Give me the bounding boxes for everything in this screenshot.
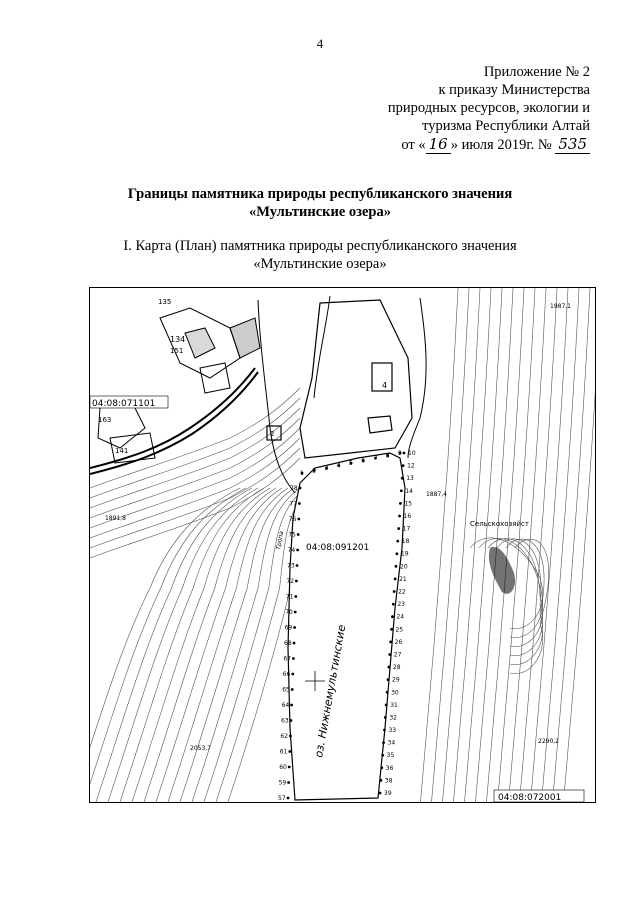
- boundary-point: [401, 477, 404, 480]
- contour-line: [90, 488, 246, 802]
- contour-line: [431, 288, 469, 802]
- map-canvas: [90, 288, 595, 802]
- spot-height-5: 1887,4: [426, 491, 447, 498]
- boundary-point: [393, 590, 396, 593]
- boundary-point: [297, 533, 300, 536]
- boundary-point: [395, 552, 398, 555]
- boundary-point-label: 24: [396, 613, 405, 621]
- parcel-label-top-left: 04:08:071101: [92, 399, 156, 409]
- boundary-point: [387, 666, 390, 669]
- boundary-point-label: 4: [336, 462, 341, 470]
- boundary-point-label: 9: [398, 450, 402, 457]
- contour-line: [530, 288, 568, 802]
- boundary-point: [287, 781, 290, 784]
- boundary-point: [291, 688, 294, 691]
- appendix-date-line: [360, 135, 590, 154]
- boundary-point-label: 70: [285, 609, 293, 616]
- boundary-point-label: 26: [394, 638, 403, 646]
- boundary-point: [379, 779, 382, 782]
- boundary-point-label: 32: [389, 714, 397, 722]
- boundary-point: [387, 678, 390, 681]
- contour-line: [475, 288, 513, 802]
- parcel-number-141: 141: [115, 447, 129, 455]
- title-line-2: «Мультинские озера»: [249, 204, 391, 220]
- document-title: [0, 185, 640, 221]
- boundary-point: [390, 628, 393, 631]
- boundary-point: [392, 603, 395, 606]
- boundary-point: [383, 729, 386, 732]
- boundary-point-label: 57: [278, 795, 286, 802]
- contour-line: [453, 288, 491, 802]
- boundary-point: [289, 735, 292, 738]
- boundary-point-label: 69: [284, 624, 293, 632]
- parcel-number-135: 135: [158, 298, 172, 306]
- boundary-point: [295, 580, 298, 583]
- contour-line: [464, 288, 502, 802]
- parcel-number-151: 151: [170, 347, 184, 355]
- boundary-point-label: 5: [349, 460, 353, 467]
- boundary-point-label: 1: [300, 470, 304, 477]
- boundary-point-label: 75: [288, 531, 296, 539]
- boundary-point-label: 18: [401, 538, 410, 546]
- spot-height-4: 2290,2: [538, 738, 559, 745]
- boundary-point-label: 67: [283, 655, 292, 663]
- boundary-point: [399, 502, 402, 505]
- boundary-point-label: 78: [290, 485, 298, 492]
- boundary-point-label: 73: [287, 562, 295, 570]
- boundary-point-label: 27: [393, 651, 402, 659]
- boundary-point-label: 62: [280, 733, 289, 740]
- boundary-point: [402, 464, 405, 467]
- parcel-number-134: 134: [170, 335, 186, 344]
- contour-line: [90, 488, 240, 802]
- road-line: [90, 368, 258, 474]
- boundary-point: [382, 741, 385, 744]
- spot-height-3: 2053,7: [190, 745, 211, 752]
- boundary-point: [291, 673, 294, 676]
- boundary-point: [379, 792, 382, 795]
- appendix-line-3: природных ресурсов, экологии и: [387, 100, 590, 116]
- boundary-point-label: 64: [281, 702, 290, 709]
- contour-line: [442, 288, 480, 802]
- boundary-point-label: 31: [390, 701, 398, 709]
- boundary-point-label: 61: [279, 748, 288, 756]
- contour-line: [541, 288, 579, 802]
- boundary-point: [294, 595, 297, 598]
- boundary-point-label: 29: [392, 676, 400, 684]
- subtitle-line-2: «Мультинские озера»: [253, 256, 387, 272]
- boundary-point-label: 6: [361, 457, 366, 465]
- boundary-point: [397, 527, 400, 530]
- boundary-point-label: 68: [284, 640, 292, 647]
- boundary-point: [287, 797, 290, 800]
- contour-line: [130, 488, 270, 802]
- boundary-point-label: 36: [385, 764, 394, 772]
- date-middle: » июля 2019г. №: [450, 137, 552, 153]
- boundary-point-label: 2: [312, 467, 317, 475]
- contour-line: [90, 458, 300, 558]
- contour-line: [106, 488, 258, 802]
- title-line-1: Границы памятника природы республиканского значения: [127, 186, 513, 202]
- rock-outcrop: [489, 547, 515, 594]
- boundary-point: [288, 750, 291, 753]
- boundary-point-label: 65: [282, 686, 290, 694]
- boundary-point: [403, 452, 406, 455]
- boundary-point-label: 25: [395, 626, 404, 634]
- contour-line: [552, 288, 590, 802]
- boundary-point-label: 19: [400, 550, 409, 558]
- boundary-point: [292, 657, 295, 660]
- contour-line: [486, 288, 524, 802]
- lake-name-label: оз. Нижнемультинские: [312, 623, 349, 759]
- boundary-point: [296, 549, 299, 552]
- boundary-point-label: 74: [287, 547, 296, 554]
- boundary-point-label: 33: [388, 727, 397, 735]
- order-number: 535: [555, 135, 590, 154]
- appendix-line-1: Приложение № 2: [483, 64, 590, 80]
- boundary-point-label: 10: [408, 450, 416, 457]
- page-number: 4: [316, 36, 324, 51]
- boundary-point: [381, 754, 384, 757]
- contour-line: [142, 488, 276, 802]
- settlement-blocks: [98, 308, 260, 463]
- document-subtitle: [0, 237, 640, 273]
- boundary-point: [385, 703, 388, 706]
- subtitle-line-1: I. Карта (План) памятника природы республиканского значения: [123, 238, 517, 254]
- date-day: 16: [426, 135, 451, 154]
- boundary-point-label: 21: [399, 575, 407, 583]
- boundary-point: [391, 615, 394, 618]
- boundary-point-label: 22: [398, 588, 406, 596]
- parcel-label-center: 04:08:091201: [306, 543, 370, 553]
- spot-height-1: 1987,1: [550, 303, 571, 310]
- boundary-point: [389, 640, 392, 643]
- boundary-point: [396, 540, 399, 543]
- boundary-point: [290, 704, 293, 707]
- boundary-point-label: 14: [405, 487, 413, 495]
- boundary-point-label: 3: [324, 465, 329, 472]
- boundary-point-label: 15: [404, 500, 413, 508]
- boundary-point: [386, 691, 389, 694]
- contour-line: [508, 288, 546, 802]
- appendix-line-4: туризма Республики Алтай: [422, 118, 590, 134]
- boundary-point-label: 16: [403, 512, 412, 520]
- boundary-point-label: 63: [281, 717, 289, 725]
- appendix-header: [360, 63, 590, 154]
- contour-line: [519, 288, 557, 802]
- boundary-point-label: 7: [373, 455, 378, 462]
- contour-line: [94, 488, 252, 802]
- boundary-point: [293, 626, 296, 629]
- boundary-point: [297, 518, 300, 521]
- boundary-point-label: 39: [384, 790, 392, 797]
- boundary-point-label: 34: [387, 739, 396, 747]
- boundary-point-label: 28: [392, 664, 401, 672]
- boundary-point: [296, 564, 299, 567]
- boundary-point: [394, 578, 397, 581]
- boundary-point: [400, 489, 403, 492]
- boundary-point: [290, 719, 293, 722]
- boundary-point: [380, 766, 383, 769]
- boundary-point-label: 60: [279, 764, 287, 771]
- boundary-point-label: 30: [391, 689, 399, 697]
- boundary-point-label: 77: [289, 500, 298, 508]
- boundary-point-label: 76: [288, 516, 297, 523]
- contour-line: [506, 539, 544, 665]
- appendix-line-2: к приказу Министерства: [438, 82, 590, 98]
- boundary-point-label: 35: [386, 752, 395, 760]
- boundary-point: [384, 716, 387, 719]
- boundary-point-label: 59: [278, 779, 287, 787]
- boundary-point-label: 23: [397, 601, 405, 609]
- boundary-point-label: 72: [286, 578, 295, 585]
- boundary-point: [294, 611, 297, 614]
- boundary-point: [298, 502, 301, 505]
- boundary-point: [398, 515, 401, 518]
- marsh-area: [267, 300, 412, 458]
- road-label: Тропа: [275, 530, 286, 551]
- parcel-label-bottom-right: 04:08:072001: [498, 793, 562, 802]
- boundary-point-label: 8: [385, 452, 390, 460]
- boundary-point-label: 12: [407, 462, 415, 470]
- parcel-number-4: 4: [382, 381, 388, 390]
- boundary-point-label: 38: [384, 777, 393, 785]
- boundary-point: [299, 487, 302, 490]
- boundary-point-label: 20: [400, 563, 408, 571]
- boundary-point-label: 17: [402, 525, 411, 533]
- parcel-number-163: 163: [98, 416, 112, 424]
- boundary-point: [293, 642, 296, 645]
- date-prefix: от «: [401, 137, 426, 153]
- boundary-point-label: 71: [285, 593, 294, 601]
- boundary-point-label: 13: [406, 475, 414, 483]
- spot-height-2: 1891,8: [105, 515, 126, 522]
- sign-text-label: Сельскохозяйст: [470, 520, 529, 528]
- contour-line: [563, 288, 595, 802]
- contour-line: [166, 488, 288, 802]
- boundary-point-label: 66: [282, 671, 291, 678]
- boundary-point: [288, 766, 291, 769]
- boundary-point: [395, 565, 398, 568]
- topographic-map: [89, 287, 596, 803]
- parcel-number-2: 2: [270, 430, 275, 438]
- boundary-point: [388, 653, 391, 656]
- contour-line: [90, 428, 300, 528]
